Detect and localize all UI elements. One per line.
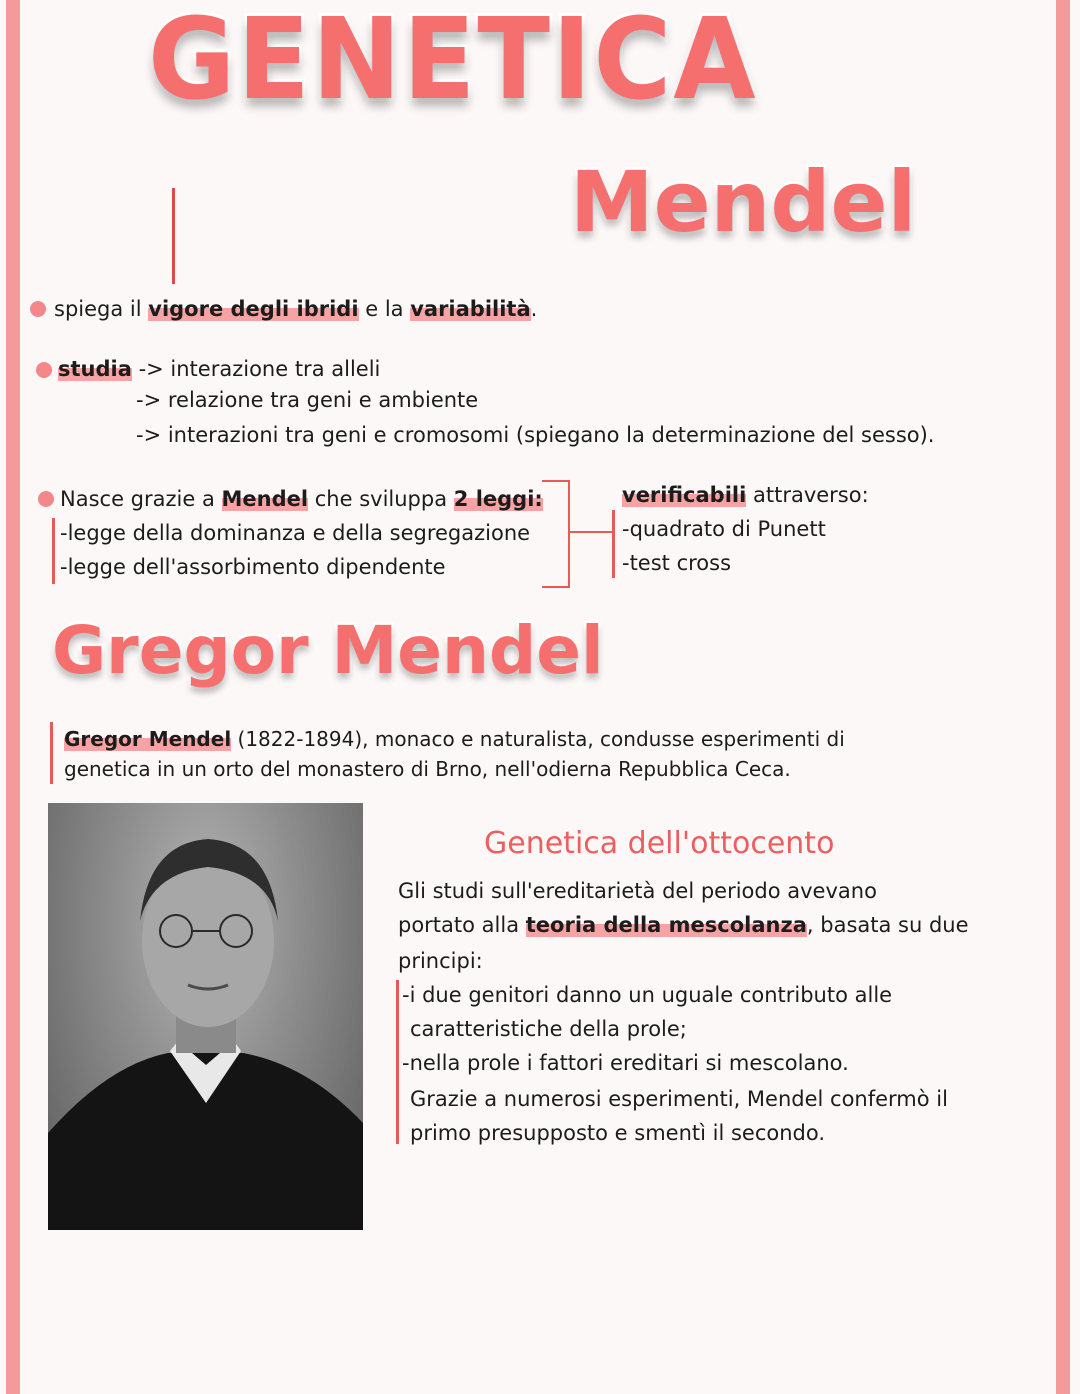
laws-left-bar (52, 518, 55, 584)
bullet-vigore (54, 292, 537, 326)
text: e la (358, 297, 411, 321)
verify-2: -test cross (622, 551, 732, 575)
principle-2: -nella prole i fattori ereditari si mescolano. (402, 1051, 849, 1075)
ottocento-line-3: principi: (398, 949, 483, 973)
studia-line-1: -> interazione tra alleli (131, 357, 381, 381)
text: , basata su due (806, 913, 969, 937)
conclusion-1: Grazie a numerosi esperimenti, Mendel confermò il (410, 1087, 948, 1111)
bullet-nasce (60, 482, 543, 516)
ottocento-line-2 (398, 908, 969, 942)
text: Nasce grazie a (60, 487, 222, 511)
portrait-illustration (48, 803, 363, 1230)
right-border (1056, 0, 1070, 1394)
highlight-vigore: vigore degli ibridi (148, 297, 359, 321)
highlight-mendel: Mendel (221, 487, 309, 511)
highlight-verificabili: verificabili (622, 483, 747, 507)
principles-left-bar (396, 980, 399, 1144)
bullet-dot (38, 491, 54, 507)
bio-line-1 (64, 722, 845, 756)
bio-line-2: genetica in un orto del monastero di Brno, nell'odierna Repubblica Ceca. (64, 757, 791, 781)
highlight-studia: studia (58, 357, 132, 381)
bullet-dot (36, 362, 52, 378)
principle-1a: -i due genitori danno un uguale contributo alle (402, 983, 893, 1007)
bullet-dot (30, 301, 46, 317)
verify-left-bar (612, 510, 615, 578)
bio-left-bar (50, 722, 53, 784)
law-1: -legge della dominanza e della segregazione (60, 521, 531, 545)
bullet-studia (58, 352, 380, 386)
laws-bracket (542, 480, 570, 588)
text: che sviluppa (308, 487, 454, 511)
highlight-teoria-mescolanza: teoria della mescolanza (525, 913, 807, 937)
bracket-connector (568, 531, 612, 533)
highlight-2-leggi: 2 leggi: (453, 487, 543, 511)
verify-1: -quadrato di Punett (622, 517, 826, 541)
left-border (6, 0, 20, 1394)
conclusion-2: primo presupposto e smentì il secondo. (410, 1121, 826, 1145)
principle-1b: caratteristiche della prole; (410, 1017, 687, 1041)
highlight-variabilita: variabilità (410, 297, 531, 321)
text: portato alla (398, 913, 526, 937)
text: attraverso: (746, 483, 869, 507)
ottocento-line-1: Gli studi sull'ereditarietà del periodo avevano (398, 879, 877, 903)
studia-line-3: -> interazioni tra geni e cromosomi (spiegano la determinazione del sesso). (136, 423, 935, 447)
section-title-gregor: Gregor Mendel (52, 612, 604, 689)
law-2: -legge dell'assorbimento dipendente (60, 555, 446, 579)
subtitle-mendel: Mendel (570, 153, 917, 251)
verificabili-heading (622, 478, 869, 512)
main-title: GENETICA (148, 0, 758, 125)
text: spiega il (54, 297, 149, 321)
studia-line-2: -> relazione tra geni e ambiente (136, 388, 479, 412)
highlight-gregor-mendel: Gregor Mendel (64, 727, 232, 751)
portrait-photo (48, 803, 363, 1230)
title-connector-line (172, 188, 175, 284)
text: . (530, 297, 538, 321)
ottocento-title: Genetica dell'ottocento (484, 826, 835, 861)
text: (1822-1894), monaco e naturalista, condusse esperimenti di (231, 727, 845, 751)
